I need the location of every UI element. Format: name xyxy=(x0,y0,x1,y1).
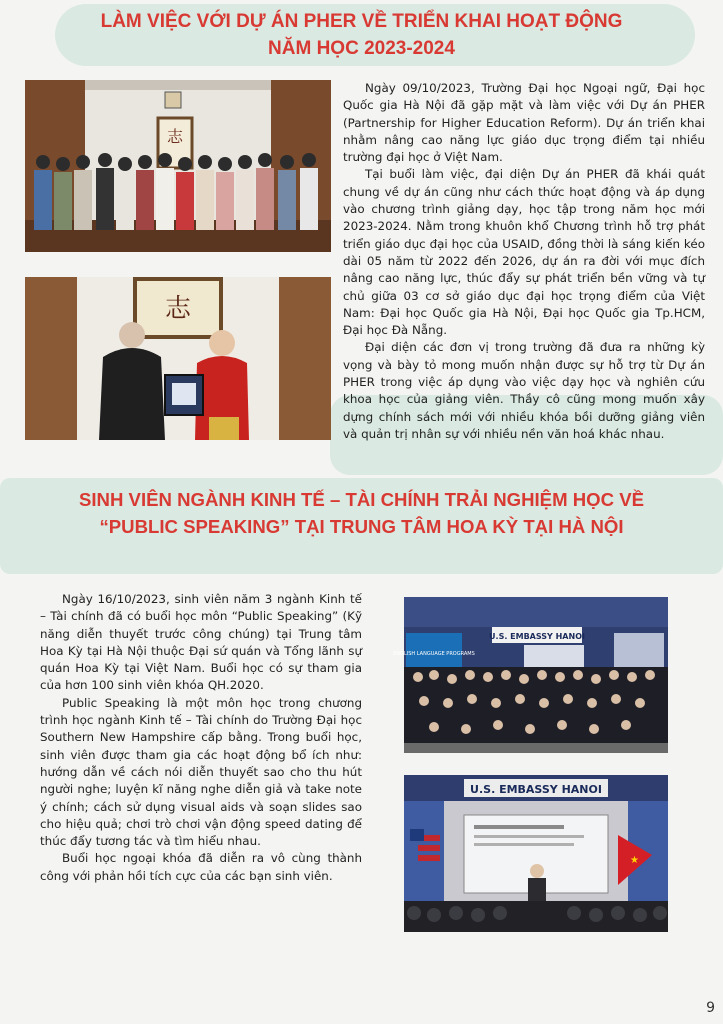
section1-title xyxy=(0,8,723,62)
us-center-banner: U.S. EMBASSY HANOI xyxy=(489,632,585,641)
slide-english-programs: ENGLISH LANGUAGE PROGRAMS xyxy=(393,651,475,657)
section1-paragraph: Ngày 09/10/2023, Trường Đại học Ngoại ngữ, Đại học Quốc gia Hà Nội đã gặp mặt và làm việc với Dự án PHER (Partnership for Higher Education Reform). Dự án triển khai nhằm nâng cao năng lực giáo dục trọng điểm tại nhiều trường đại học ở Việt Nam. xyxy=(343,81,705,165)
section2-body xyxy=(40,591,362,885)
photo-lecture xyxy=(404,775,668,932)
section2-title-line: “PUBLIC SPEAKING” TẠI TRUNG TÂM HOA KỲ TẠI HÀ NỘI xyxy=(99,516,624,537)
us-embassy-banner: U.S. EMBASSY HANOI xyxy=(470,783,602,796)
section2-title xyxy=(0,486,723,540)
section1-paragraph: Tại buổi làm việc, đại diện Dự án PHER đã khái quát chung về dự án cũng như cách thức hoạt động và áp dụng vào chương trình giảng dạy, học tập trong năm học mới 2023-2024. Nằm trong khuôn khổ Chương trình hỗ trợ phát triển giáo dục đại học của USAID, đồng thời là sáng kiến kéo dài 05 năm từ 2022 đến 2026, dự án ra đời với mục đích nâng cao năng lực, thúc đẩy sự phát triển bền vững và tự chủ giữa 03 cơ sở giáo dục đại học trọng điểm của Việt Nam: Đại học Quốc gia Hà Nội, Đại học Quốc gia Tp.HCM, Đại học Đà Nẵng. xyxy=(343,167,705,338)
section1-body xyxy=(343,80,705,443)
section1-paragraph: Đại diện các đơn vị trong trường đã đưa ra những kỳ vọng và bày tỏ mong muốn nhận được sự hỗ trợ từ Dự án PHER trong việc áp dụng vào việc dạy học và nghiên cứu khoa học của giảng viên. Thầy cô cũng mong muốn xây dựng chính sách mới với nhiều khóa bồi dưỡng giảng viên và quản trị nhân sự với nhiều nền văn hoá khác nhau. xyxy=(343,340,705,441)
photo-student-group xyxy=(393,597,668,753)
svg-text:志: 志 xyxy=(166,127,184,146)
svg-text:志: 志 xyxy=(164,294,192,324)
section1-title-line: LÀM VIỆC VỚI DỰ ÁN PHER VỀ TRIỂN KHAI HOẠT ĐỘNG xyxy=(100,11,623,32)
section2-paragraph: Public Speaking là một môn học trong chương trình học ngành Kinh tế – Tài chính do Trường Đại học Southern New Hampshire cấp bằng. Trong buổi học, sinh viên được tham gia các hoạt động bổ ích như: hướng dẫn về cách nói diễn thuyết sao cho thu hút người nghe; luyện kĩ năng nghe diễn giả và take note ý chính; cách sử dụng visual aids và soạn slides sao cho hiệu quả; chơi trò chơi vận động speed dating để thúc đẩy tương tác và tìm hiểu nhau. xyxy=(40,695,362,849)
photo-meeting-group xyxy=(25,80,331,252)
photo-plaque-gift xyxy=(25,277,331,440)
section2-paragraph: Ngày 16/10/2023, sinh viên năm 3 ngành Kinh tế – Tài chính đã có buổi học môn “Public Speaking” (Kỹ năng diễn thuyết trước công chúng) tại Trung tâm Hoa Kỳ tại Hà Nội thuộc Đại sứ quán và Tổng lãnh sự quán Hoa Kỳ tại Việt Nam. Buổi học có sự tham gia của hơn 100 sinh viên khóa QH.2020. xyxy=(40,592,362,693)
section2-title-line: SINH VIÊN NGÀNH KINH TẾ – TÀI CHÍNH TRẢI NGHIỆM HỌC VỀ xyxy=(78,489,645,510)
section2-paragraph: Buổi học ngoại khóa đã diễn ra vô cùng thành công với phản hồi tích cực của các bạn sinh viên. xyxy=(40,851,362,883)
svg-text:★: ★ xyxy=(630,855,639,866)
section1-title-line: NĂM HỌC 2023-2024 xyxy=(268,38,455,59)
page-number: 9 xyxy=(706,1000,715,1016)
